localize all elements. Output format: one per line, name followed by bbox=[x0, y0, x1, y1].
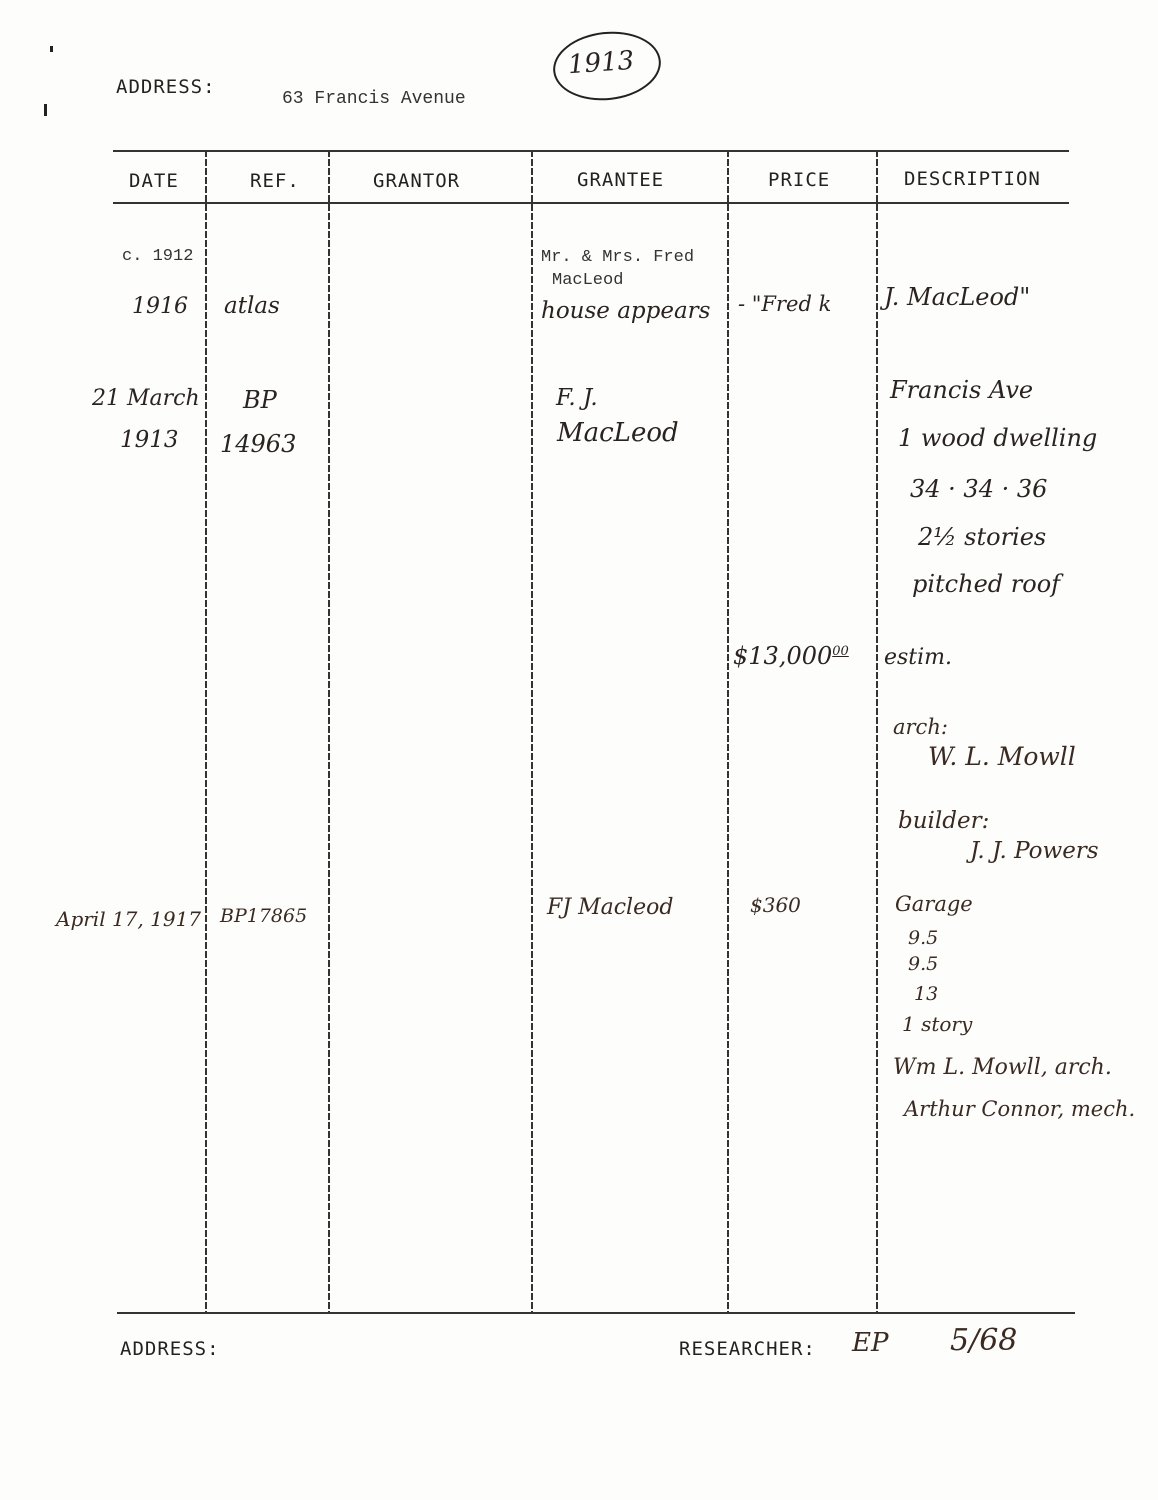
margin-mark-2 bbox=[44, 104, 47, 116]
entry4-description-line: Arthur Connor, mech. bbox=[904, 1097, 1136, 1121]
entry3-description-line: 2½ stories bbox=[918, 523, 1047, 551]
entry4-date: April 17, 1917 bbox=[56, 907, 202, 931]
entry4-description-line: Wm L. Mowll, arch. bbox=[893, 1055, 1112, 1080]
entry3-ref-line2: 14963 bbox=[220, 430, 297, 458]
entry4-description-line: 13 bbox=[914, 983, 939, 1005]
address-value: 63 Francis Avenue bbox=[282, 89, 466, 109]
entry4-description-line: Garage bbox=[895, 892, 973, 916]
entry2-ref: atlas bbox=[224, 293, 280, 319]
column-header-grantor: GRANTOR bbox=[373, 170, 461, 192]
column-divider-2 bbox=[328, 150, 330, 1312]
entry3-price-cents: 00 bbox=[832, 644, 849, 659]
entry3-ref-line1: BP bbox=[243, 386, 277, 414]
column-divider-5 bbox=[876, 150, 878, 1312]
entry3-description-line: arch: bbox=[893, 715, 948, 739]
entry3-description-line: estim. bbox=[884, 645, 953, 670]
entry3-description-line: builder: bbox=[898, 808, 990, 834]
entry3-price-amount: $13,000 bbox=[733, 642, 833, 670]
researcher-initials: EP bbox=[852, 1328, 889, 1358]
entry3-description-line: W. L. Mowll bbox=[928, 742, 1076, 771]
column-header-price: PRICE bbox=[768, 169, 831, 191]
entry2-grantee: house appears bbox=[541, 298, 711, 324]
researcher-date: 5/68 bbox=[950, 1323, 1018, 1358]
column-divider-3 bbox=[531, 150, 533, 1312]
entry1-grantee-line1: Mr. & Mrs. Fred bbox=[541, 248, 695, 267]
entry1-grantee-line2: MacLeod bbox=[552, 271, 624, 290]
column-header-grantee: GRANTEE bbox=[577, 169, 665, 191]
entry3-description-line: pitched roof bbox=[912, 570, 1061, 598]
entry3-description-line: J. J. Powers bbox=[970, 838, 1099, 864]
entry2-description: J. MacLeod" bbox=[884, 283, 1031, 311]
column-header-ref: REF. bbox=[250, 170, 300, 192]
entry3-description-line: 34 · 34 · 36 bbox=[910, 475, 1048, 503]
entry3-description-line: 1 wood dwelling bbox=[898, 424, 1098, 452]
column-divider-4 bbox=[727, 150, 729, 1312]
entry4-description-line: 1 story bbox=[902, 1012, 973, 1036]
entry3-date-line1: 21 March bbox=[92, 386, 200, 411]
entry1-date: c. 1912 bbox=[122, 247, 194, 266]
table-top-rule bbox=[113, 150, 1069, 152]
margin-mark-1 bbox=[50, 46, 53, 52]
entry3-price bbox=[733, 642, 849, 670]
entry3-grantee-line1: F. J. bbox=[556, 385, 598, 411]
entry3-grantee-line2: MacLeod bbox=[557, 418, 679, 448]
column-divider-1 bbox=[205, 150, 207, 1312]
circled-year: 1913 bbox=[567, 45, 636, 81]
entry4-ref: BP17865 bbox=[220, 905, 308, 927]
entry2-date: 1916 bbox=[132, 294, 188, 319]
entry4-grantee: FJ Macleod bbox=[547, 895, 674, 920]
footer-address-label: ADDRESS: bbox=[120, 1338, 220, 1360]
column-header-description: DESCRIPTION bbox=[904, 168, 1041, 190]
entry3-description-line: Francis Ave bbox=[890, 376, 1034, 404]
column-header-date: DATE bbox=[129, 170, 179, 192]
table-header-rule bbox=[113, 202, 1069, 204]
researcher-label: RESEARCHER: bbox=[679, 1338, 816, 1360]
entry4-price: $360 bbox=[750, 893, 801, 917]
entry3-date-line2: 1913 bbox=[120, 427, 179, 453]
table-bottom-rule bbox=[117, 1312, 1075, 1314]
entry2-price: - "Fred k bbox=[738, 292, 832, 316]
entry4-description-line: 9.5 bbox=[908, 953, 939, 975]
address-label: ADDRESS: bbox=[116, 76, 216, 98]
entry4-description-line: 9.5 bbox=[908, 927, 939, 949]
